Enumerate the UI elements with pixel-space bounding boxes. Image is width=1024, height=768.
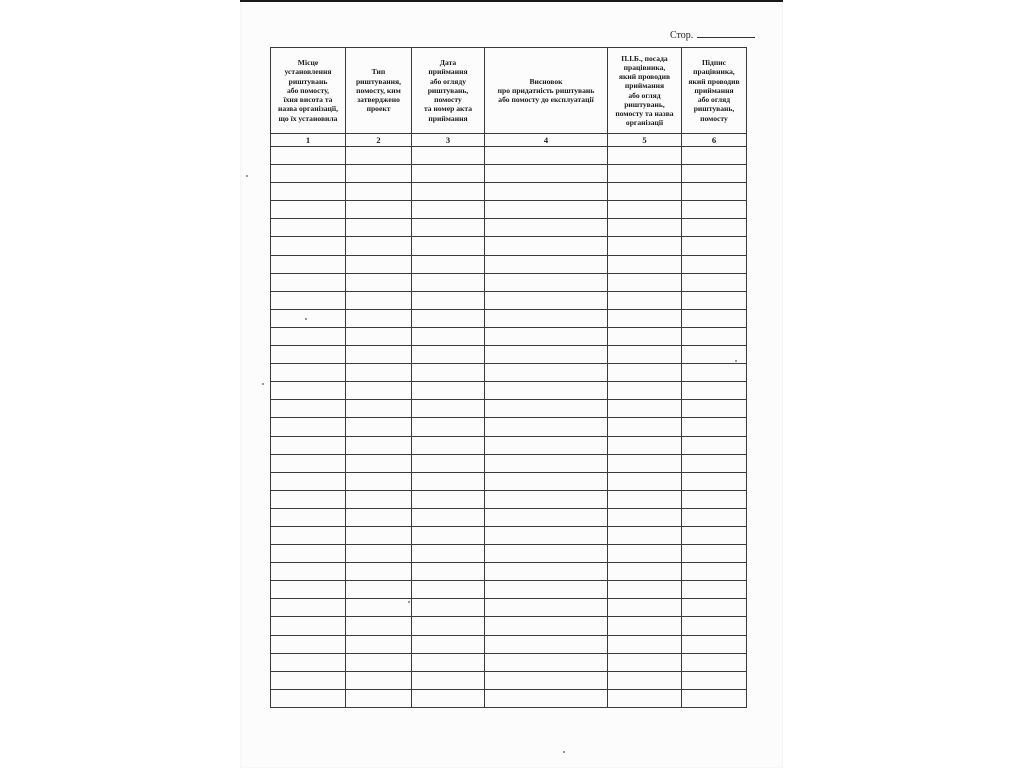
table-cell[interactable] bbox=[608, 165, 682, 183]
table-cell[interactable] bbox=[682, 273, 747, 291]
table-cell[interactable] bbox=[412, 617, 485, 635]
table-cell[interactable] bbox=[485, 653, 608, 671]
table-cell[interactable] bbox=[682, 237, 747, 255]
table-cell[interactable] bbox=[682, 472, 747, 490]
table-row bbox=[271, 599, 747, 617]
table-cell[interactable] bbox=[485, 545, 608, 563]
table-row bbox=[271, 545, 747, 563]
table-cell[interactable] bbox=[485, 147, 608, 165]
table-cell[interactable] bbox=[271, 273, 346, 291]
table-cell[interactable] bbox=[682, 454, 747, 472]
table-row bbox=[271, 581, 747, 599]
table-cell[interactable] bbox=[682, 490, 747, 508]
table-cell[interactable] bbox=[485, 635, 608, 653]
table-cell[interactable] bbox=[682, 291, 747, 309]
scan-speck bbox=[563, 751, 565, 753]
table-cell[interactable] bbox=[485, 671, 608, 689]
table-cell[interactable] bbox=[271, 346, 346, 364]
table-cell[interactable] bbox=[412, 635, 485, 653]
table-cell[interactable] bbox=[412, 382, 485, 400]
table-cell[interactable] bbox=[346, 653, 412, 671]
table-cell[interactable] bbox=[271, 436, 346, 454]
table-cell[interactable] bbox=[485, 581, 608, 599]
table-cell[interactable] bbox=[485, 327, 608, 345]
table-cell[interactable] bbox=[485, 219, 608, 237]
table-cell[interactable] bbox=[271, 255, 346, 273]
table-cell[interactable] bbox=[346, 617, 412, 635]
column-number: 1 bbox=[271, 134, 346, 147]
table-cell[interactable] bbox=[412, 599, 485, 617]
table-row bbox=[271, 237, 747, 255]
table-cell[interactable] bbox=[412, 563, 485, 581]
table-cell[interactable] bbox=[412, 400, 485, 418]
table-cell[interactable] bbox=[682, 635, 747, 653]
table-cell[interactable] bbox=[412, 201, 485, 219]
scaffold-inspection-log-table bbox=[270, 47, 747, 708]
table-cell[interactable] bbox=[608, 309, 682, 327]
table-cell[interactable] bbox=[346, 273, 412, 291]
column-header: П.І.Б., посада працівника, який проводив приймання або огляд риштувань, помосту та назва організації bbox=[608, 48, 682, 134]
table-cell[interactable] bbox=[485, 291, 608, 309]
table-row bbox=[271, 147, 747, 165]
table-cell[interactable] bbox=[608, 291, 682, 309]
table-cell[interactable] bbox=[485, 382, 608, 400]
table-row bbox=[271, 364, 747, 382]
column-number: 5 bbox=[608, 134, 682, 147]
table-cell[interactable] bbox=[412, 418, 485, 436]
table-cell[interactable] bbox=[271, 635, 346, 653]
table-cell[interactable] bbox=[346, 364, 412, 382]
table-cell[interactable] bbox=[608, 147, 682, 165]
table-cell[interactable] bbox=[412, 671, 485, 689]
table-cell[interactable] bbox=[271, 165, 346, 183]
table-cell[interactable] bbox=[346, 346, 412, 364]
table-cell[interactable] bbox=[412, 327, 485, 345]
table-cell[interactable] bbox=[682, 436, 747, 454]
table-cell[interactable] bbox=[346, 291, 412, 309]
table-cell[interactable] bbox=[412, 545, 485, 563]
table-cell[interactable] bbox=[485, 563, 608, 581]
table-cell[interactable] bbox=[485, 273, 608, 291]
table-row bbox=[271, 689, 747, 707]
table-cell[interactable] bbox=[608, 183, 682, 201]
table-cell[interactable] bbox=[346, 165, 412, 183]
table-cell[interactable] bbox=[412, 346, 485, 364]
table-row bbox=[271, 617, 747, 635]
table-cell[interactable] bbox=[346, 581, 412, 599]
table-cell[interactable] bbox=[346, 183, 412, 201]
table-cell[interactable] bbox=[346, 327, 412, 345]
table-cell[interactable] bbox=[271, 671, 346, 689]
table-cell[interactable] bbox=[682, 382, 747, 400]
table-cell[interactable] bbox=[485, 165, 608, 183]
table-cell[interactable] bbox=[682, 581, 747, 599]
table-row bbox=[271, 508, 747, 526]
column-number: 6 bbox=[682, 134, 747, 147]
scan-speck bbox=[735, 360, 737, 362]
table-row bbox=[271, 418, 747, 436]
table-cell[interactable] bbox=[271, 454, 346, 472]
table-cell[interactable] bbox=[682, 165, 747, 183]
table-cell[interactable] bbox=[608, 382, 682, 400]
table-cell[interactable] bbox=[608, 545, 682, 563]
table-cell[interactable] bbox=[412, 689, 485, 707]
table-cell[interactable] bbox=[608, 237, 682, 255]
table-body bbox=[271, 147, 747, 708]
table-cell[interactable] bbox=[271, 418, 346, 436]
table-row bbox=[271, 273, 747, 291]
table-cell[interactable] bbox=[485, 255, 608, 273]
page-number-label: Стор. bbox=[670, 30, 694, 41]
table-cell[interactable] bbox=[485, 617, 608, 635]
table-cell[interactable] bbox=[271, 237, 346, 255]
table-cell[interactable] bbox=[412, 309, 485, 327]
table-cell[interactable] bbox=[271, 599, 346, 617]
table-cell[interactable] bbox=[346, 219, 412, 237]
table-cell[interactable] bbox=[346, 400, 412, 418]
table-cell[interactable] bbox=[412, 508, 485, 526]
table-cell[interactable] bbox=[682, 671, 747, 689]
table-cell[interactable] bbox=[412, 490, 485, 508]
table-row bbox=[271, 219, 747, 237]
table-cell[interactable] bbox=[682, 526, 747, 544]
table-cell[interactable] bbox=[412, 364, 485, 382]
page-number-field bbox=[670, 28, 755, 41]
table-cell[interactable] bbox=[682, 364, 747, 382]
table-cell[interactable] bbox=[485, 472, 608, 490]
table-cell[interactable] bbox=[682, 201, 747, 219]
table-cell[interactable] bbox=[346, 237, 412, 255]
table-cell[interactable] bbox=[271, 617, 346, 635]
table-cell[interactable] bbox=[608, 219, 682, 237]
table-row bbox=[271, 563, 747, 581]
table-cell[interactable] bbox=[608, 346, 682, 364]
column-number: 4 bbox=[485, 134, 608, 147]
table-cell[interactable] bbox=[608, 689, 682, 707]
table-cell[interactable] bbox=[346, 671, 412, 689]
table-row bbox=[271, 400, 747, 418]
table-cell[interactable] bbox=[682, 689, 747, 707]
table-row bbox=[271, 635, 747, 653]
table-cell[interactable] bbox=[271, 689, 346, 707]
scan-edge-line bbox=[240, 0, 783, 2]
table-cell[interactable] bbox=[485, 201, 608, 219]
column-number: 3 bbox=[412, 134, 485, 147]
table-cell[interactable] bbox=[412, 454, 485, 472]
table-cell[interactable] bbox=[608, 255, 682, 273]
table-cell[interactable] bbox=[271, 364, 346, 382]
table-cell[interactable] bbox=[346, 472, 412, 490]
table-cell[interactable] bbox=[608, 327, 682, 345]
table-row bbox=[271, 490, 747, 508]
table-cell[interactable] bbox=[346, 309, 412, 327]
table-cell[interactable] bbox=[346, 382, 412, 400]
table-cell[interactable] bbox=[271, 382, 346, 400]
table-row bbox=[271, 165, 747, 183]
table-cell[interactable] bbox=[485, 418, 608, 436]
table-row bbox=[271, 201, 747, 219]
scanner-background-left bbox=[0, 0, 240, 768]
table-cell[interactable] bbox=[608, 454, 682, 472]
table-cell[interactable] bbox=[346, 599, 412, 617]
page-number-blank bbox=[697, 28, 755, 38]
table-cell[interactable] bbox=[412, 165, 485, 183]
table-cell[interactable] bbox=[485, 508, 608, 526]
table-cell[interactable] bbox=[412, 237, 485, 255]
table-cell[interactable] bbox=[346, 689, 412, 707]
table-cell[interactable] bbox=[485, 183, 608, 201]
table-cell[interactable] bbox=[608, 599, 682, 617]
table-cell[interactable] bbox=[485, 526, 608, 544]
table-cell[interactable] bbox=[485, 364, 608, 382]
table-cell[interactable] bbox=[682, 418, 747, 436]
table-cell[interactable] bbox=[608, 418, 682, 436]
table-cell[interactable] bbox=[412, 653, 485, 671]
table-cell[interactable] bbox=[346, 201, 412, 219]
table-row bbox=[271, 472, 747, 490]
table-cell[interactable] bbox=[485, 436, 608, 454]
table-row bbox=[271, 653, 747, 671]
table-cell[interactable] bbox=[412, 273, 485, 291]
table-cell[interactable] bbox=[271, 490, 346, 508]
table-cell[interactable] bbox=[485, 346, 608, 364]
table-cell[interactable] bbox=[412, 183, 485, 201]
table-cell[interactable] bbox=[608, 364, 682, 382]
table-cell[interactable] bbox=[485, 454, 608, 472]
scan-speck bbox=[262, 383, 264, 385]
table-cell[interactable] bbox=[608, 635, 682, 653]
table-cell[interactable] bbox=[608, 653, 682, 671]
table-cell[interactable] bbox=[346, 454, 412, 472]
table-cell[interactable] bbox=[412, 526, 485, 544]
column-header: Підпис працівника, який проводив приймання або огляд риштувань, помосту bbox=[682, 48, 747, 134]
table-row bbox=[271, 255, 747, 273]
table-cell[interactable] bbox=[682, 309, 747, 327]
table-cell[interactable] bbox=[271, 400, 346, 418]
table-cell[interactable] bbox=[682, 327, 747, 345]
table-cell[interactable] bbox=[682, 400, 747, 418]
column-number: 2 bbox=[346, 134, 412, 147]
table-cell[interactable] bbox=[412, 581, 485, 599]
table-cell[interactable] bbox=[608, 490, 682, 508]
table-row bbox=[271, 346, 747, 364]
table-cell[interactable] bbox=[346, 508, 412, 526]
scanner-background-right bbox=[783, 0, 1024, 768]
table-cell[interactable] bbox=[346, 526, 412, 544]
table-cell[interactable] bbox=[271, 309, 346, 327]
table-cell[interactable] bbox=[346, 147, 412, 165]
table-cell[interactable] bbox=[271, 291, 346, 309]
table-cell[interactable] bbox=[412, 436, 485, 454]
table-cell[interactable] bbox=[271, 183, 346, 201]
table-cell[interactable] bbox=[485, 490, 608, 508]
table-row bbox=[271, 671, 747, 689]
table-row bbox=[271, 382, 747, 400]
table-cell[interactable] bbox=[271, 219, 346, 237]
table-cell[interactable] bbox=[271, 201, 346, 219]
table-cell[interactable] bbox=[271, 472, 346, 490]
table-cell[interactable] bbox=[682, 617, 747, 635]
table-row bbox=[271, 327, 747, 345]
table-cell[interactable] bbox=[682, 563, 747, 581]
table-row bbox=[271, 526, 747, 544]
table-cell[interactable] bbox=[682, 653, 747, 671]
table-cell[interactable] bbox=[271, 526, 346, 544]
table-cell[interactable] bbox=[346, 436, 412, 454]
table-cell[interactable] bbox=[608, 671, 682, 689]
table-cell[interactable] bbox=[346, 545, 412, 563]
table-cell[interactable] bbox=[346, 635, 412, 653]
column-header: Висновок про придатність риштувань або помосту до експлуатації bbox=[485, 48, 608, 134]
table-cell[interactable] bbox=[485, 237, 608, 255]
table-cell[interactable] bbox=[608, 400, 682, 418]
table-cell[interactable] bbox=[682, 147, 747, 165]
table-cell[interactable] bbox=[271, 508, 346, 526]
table-cell[interactable] bbox=[412, 255, 485, 273]
table-cell[interactable] bbox=[608, 472, 682, 490]
table-cell[interactable] bbox=[608, 436, 682, 454]
table-cell[interactable] bbox=[485, 309, 608, 327]
table-cell[interactable] bbox=[682, 545, 747, 563]
table-cell[interactable] bbox=[271, 147, 346, 165]
table-cell[interactable] bbox=[271, 327, 346, 345]
table-cell[interactable] bbox=[608, 581, 682, 599]
table-cell[interactable] bbox=[485, 599, 608, 617]
column-number-row bbox=[271, 134, 747, 147]
table-cell[interactable] bbox=[682, 219, 747, 237]
table-row bbox=[271, 183, 747, 201]
table-cell[interactable] bbox=[271, 563, 346, 581]
table-row bbox=[271, 291, 747, 309]
table-row bbox=[271, 309, 747, 327]
column-header: Тип риштування, помосту, ким затверджено проект bbox=[346, 48, 412, 134]
table-cell[interactable] bbox=[346, 418, 412, 436]
table-cell[interactable] bbox=[608, 617, 682, 635]
scan-speck bbox=[408, 601, 410, 603]
table-cell[interactable] bbox=[682, 508, 747, 526]
table-cell[interactable] bbox=[608, 508, 682, 526]
table-cell[interactable] bbox=[346, 490, 412, 508]
column-header: Дата приймання або огляду риштувань, помосту та номер акта приймання bbox=[412, 48, 485, 134]
table-row bbox=[271, 436, 747, 454]
table-cell[interactable] bbox=[608, 526, 682, 544]
table-cell[interactable] bbox=[412, 291, 485, 309]
scan-speck bbox=[305, 318, 307, 320]
table-cell[interactable] bbox=[608, 273, 682, 291]
table-cell[interactable] bbox=[485, 400, 608, 418]
table-cell[interactable] bbox=[271, 581, 346, 599]
column-header: Місце установлення риштувань або помосту, їхня висота та назва організації, що їх установила bbox=[271, 48, 346, 134]
table-cell[interactable] bbox=[608, 563, 682, 581]
scan-speck bbox=[246, 175, 248, 177]
table-row bbox=[271, 454, 747, 472]
table-cell[interactable] bbox=[412, 147, 485, 165]
table-cell[interactable] bbox=[682, 255, 747, 273]
table-cell[interactable] bbox=[412, 472, 485, 490]
table-cell[interactable] bbox=[346, 563, 412, 581]
table-cell[interactable] bbox=[271, 545, 346, 563]
table-cell[interactable] bbox=[682, 599, 747, 617]
table-cell[interactable] bbox=[485, 689, 608, 707]
table-header-row bbox=[271, 48, 747, 134]
table-cell[interactable] bbox=[412, 219, 485, 237]
table-cell[interactable] bbox=[608, 201, 682, 219]
table-cell[interactable] bbox=[271, 653, 346, 671]
table-cell[interactable] bbox=[346, 255, 412, 273]
table-cell[interactable] bbox=[682, 183, 747, 201]
